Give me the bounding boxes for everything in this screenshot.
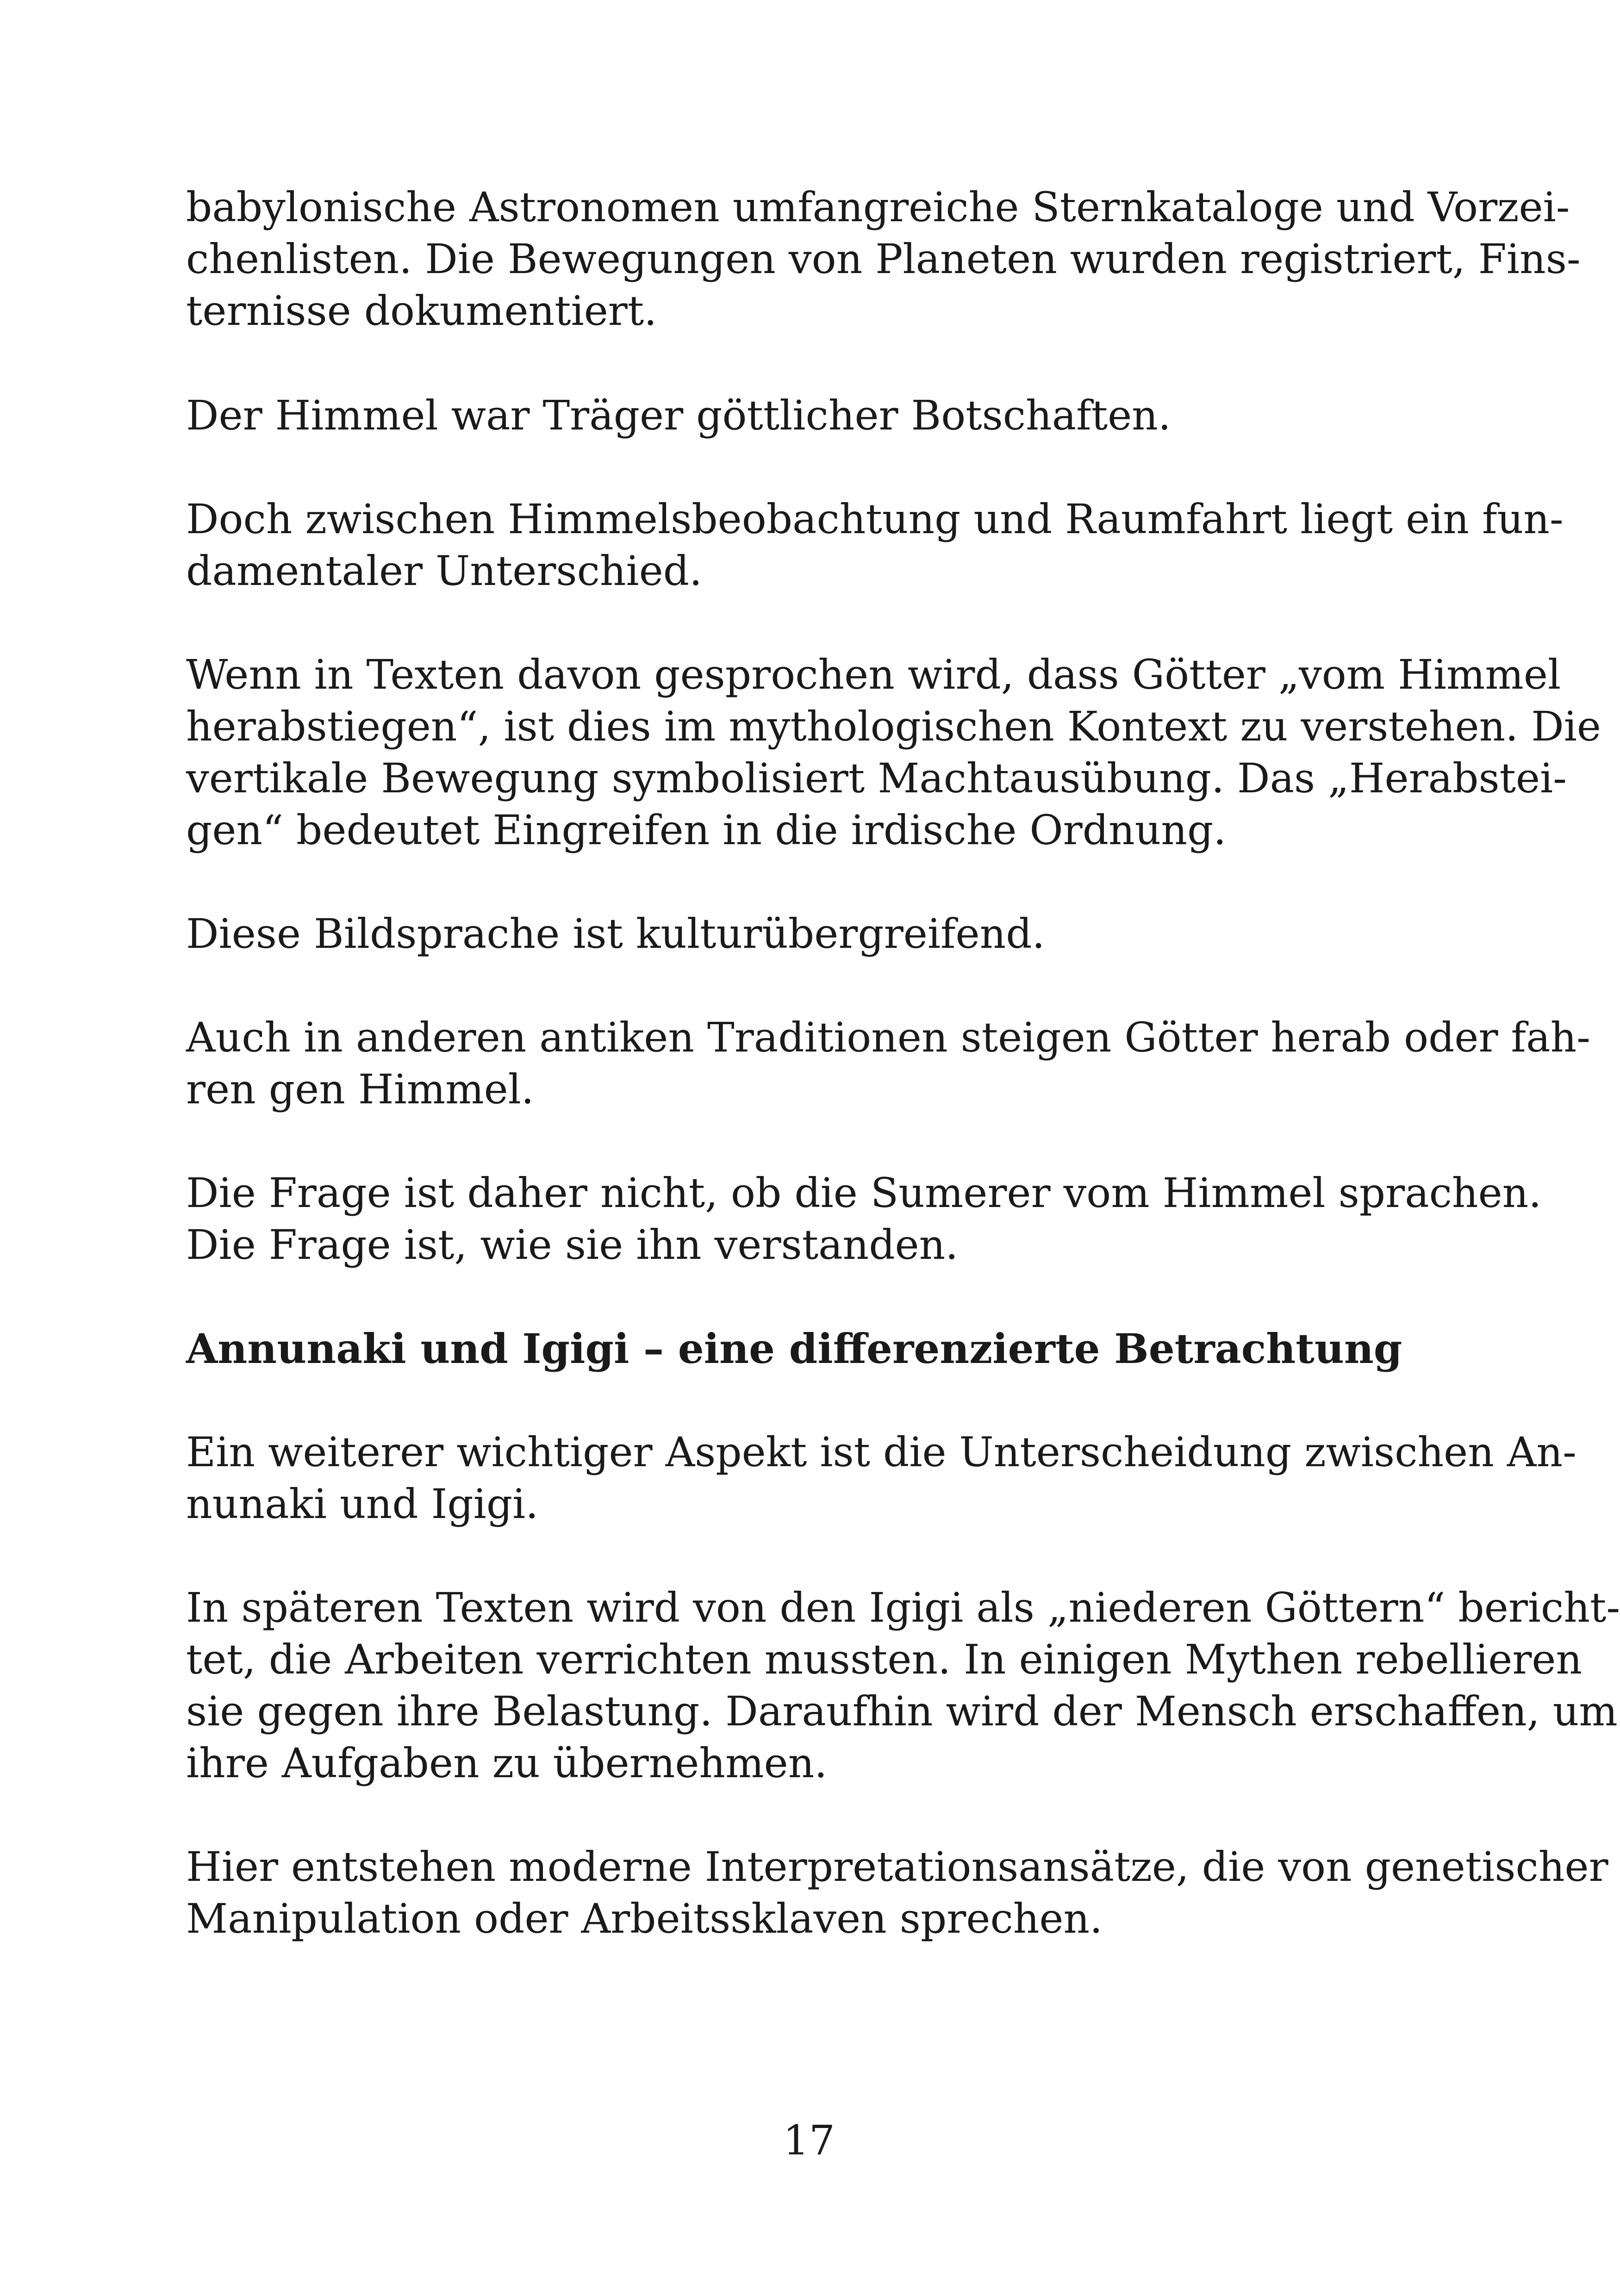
text-line: Der Himmel war Träger göttlicher Botschaften.: [186, 392, 1171, 439]
text-line: Auch in anderen antiken Traditionen steigen Götter herab oder fah-: [186, 1014, 1590, 1061]
text-line: Hier entstehen moderne Interpretationsansätze, die von genetischer: [186, 1843, 1608, 1891]
text-line: chenlisten. Die Bewegungen von Planeten wurden registriert, Fins-: [186, 235, 1581, 283]
section-heading-text: Annunaki und Igigi – eine differenzierte Betrachtung: [186, 1325, 1402, 1373]
text-line: damentaler Unterschied.: [186, 547, 703, 595]
text-line: babylonische Astronomen umfangreiche Sternkataloge und Vorzei-: [186, 183, 1570, 231]
text-line: In späteren Texten wird von den Igigi als „niederen Göttern“ bericht-: [186, 1584, 1620, 1631]
text-line: Manipulation oder Arbeitssklaven sprechen.: [186, 1895, 1103, 1942]
text-line: ren gen Himmel.: [186, 1065, 534, 1113]
text-line: gen“ bedeutet Eingreifen in die irdische Ordnung.: [186, 806, 1227, 854]
text-line: ternisse dokumentiert.: [186, 287, 657, 335]
text-line: tet, die Arbeiten verrichten mussten. In einigen Mythen rebellieren: [186, 1636, 1583, 1683]
text-line: sie gegen ihre Belastung. Daraufhin wird der Mensch erschaffen, um: [186, 1687, 1618, 1735]
text-line: nunaki und Igigi.: [186, 1480, 539, 1528]
text-line: vertikale Bewegung symbolisiert Machtausübung. Das „Herabstei-: [186, 754, 1567, 802]
text-line: Doch zwischen Himmelsbeobachtung und Raumfahrt liegt ein fun-: [186, 495, 1564, 543]
page-number: 17: [783, 2116, 835, 2164]
text-line: ihre Aufgaben zu übernehmen.: [186, 1739, 828, 1787]
text-line: Ein weiterer wichtiger Aspekt ist die Unterscheidung zwischen An-: [186, 1428, 1576, 1476]
text-line: herabstiegen“, ist dies im mythologischen Kontext zu verstehen. Die: [186, 703, 1601, 750]
text-line: Die Frage ist, wie sie ihn verstanden.: [186, 1221, 959, 1269]
text-line: Die Frage ist daher nicht, ob die Sumerer vom Himmel sprachen.: [186, 1169, 1542, 1217]
text-line: Wenn in Texten davon gesprochen wird, dass Götter „vom Himmel: [186, 651, 1561, 698]
text-line: Diese Bildsprache ist kulturübergreifend.: [186, 910, 1045, 958]
